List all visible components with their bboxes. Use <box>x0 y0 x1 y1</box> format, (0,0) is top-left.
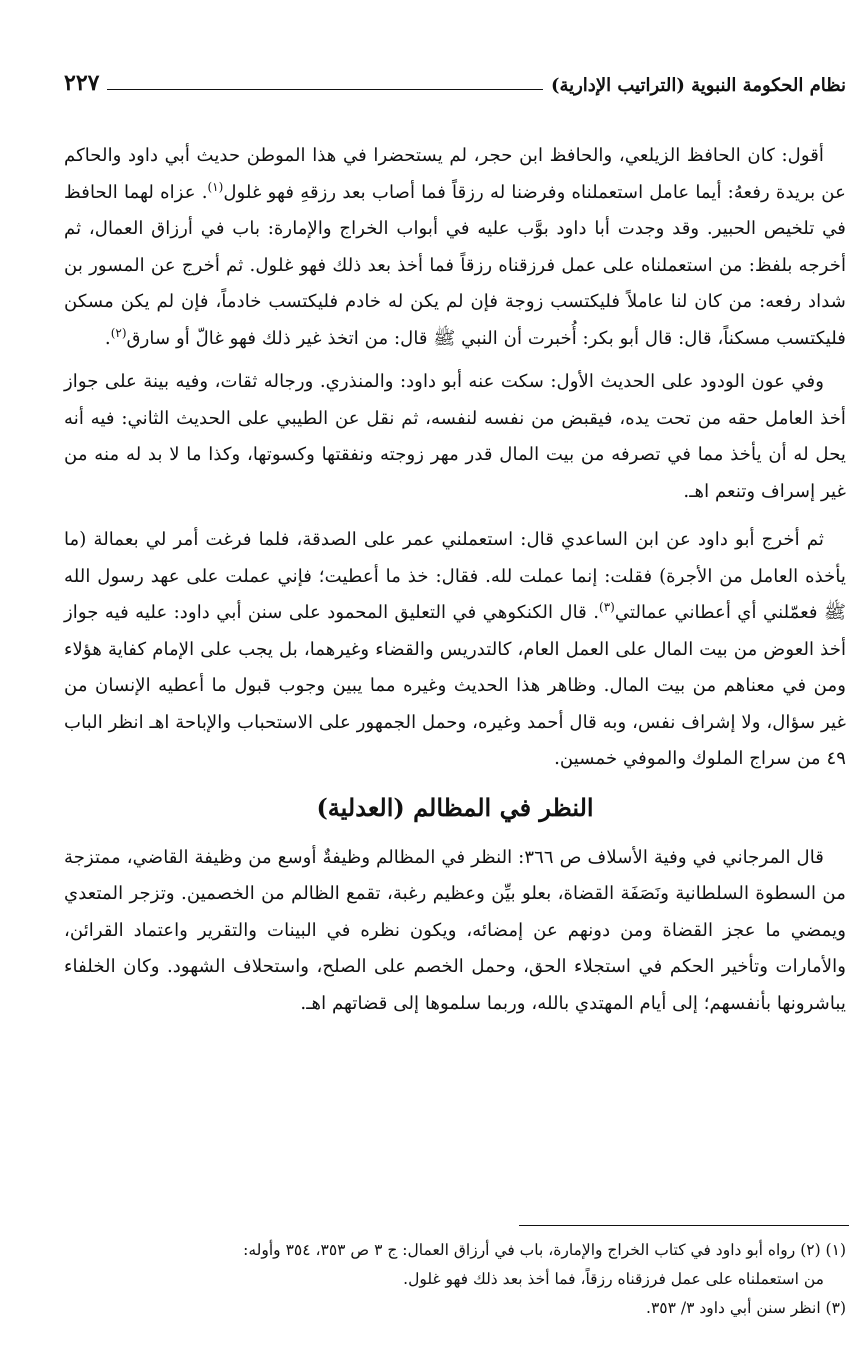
paragraph-text: أقول: كان الحافظ الزيلعي، والحافظ ابن حجر، لم يستحضرا في هذا الموطن حديث أبي داود والحاكم عن بريدة رفعهُ: أيما عامل استعملناه وفرضنا له رزقاً فما أصاب بعد رزقهِ فهو غلول <box>64 145 846 203</box>
main-text <box>64 138 846 1034</box>
page-number: ٢٢٧ <box>64 70 100 96</box>
paragraph-awn-al-mabud: وفي عون الودود على الحديث الأول: سكت عنه أبو داود: والمنذري. ورجاله ثقات، وفيه بينة على جواز أخذ العامل حقه من تحت يده، فيقبض من نفسه لنفسه، ثم نقل عن الطيبي على الحديث الثاني: فيه أنه يحل له أن يأخذ مما في تصرفه من بيت المال قدر مهر زوجته ونفقتها وكسوتها، وكذا ما لا بد له منه من غير إسراف وتنعم اهـ. <box>64 371 846 502</box>
footnote-1-2-continuation: من استعملناه على عمل فرزقناه رزقاً، فما أخذ بعد ذلك فهو غلول. <box>403 1270 824 1288</box>
running-title: نظام الحكومة النبوية (التراتيب الإدارية) <box>550 75 846 96</box>
paragraph-text: ثم أخرج أبو داود عن ابن الساعدي قال: استعملني عمر على الصدقة، فلما فرغت أمر لي بعمالة (ما يأخذه العامل من الأجرة) فقلت: إنما عملت لله. فقال: خذ ما أعطيت؛ فإني عملت على عهد رسول الله ﷺ فعمّلني أي أعطاني عمالتي <box>64 529 846 623</box>
paragraph-saidi <box>64 522 846 778</box>
paragraph-mazalim: قال المرجاني في وفية الأسلاف ص ٣٦٦: النظر في المظالم وظيفةٌ أوسع من وظيفة القاضي، ممتزجة من السطوة السلطانية ونَصَفَة القضاة، بعلو بيِّن وعظيم رغبة، تقمع الظالم من الخصمين. وتزجر المتعدي ويمضي ما عجز القضاة ومن دونهم عن إمضائه، ويكون نظره في البينات والتقرير واعتماد القرائن، والأمارات وتأخير الحكم في استجلاء الحق، وحمل الخصم على الصلح، واستحلاف الشهود. وكان الخلفاء يباشرونها بأنفسهم؛ إلى أيام المهتدي بالله، وربما سلموها إلى قضاتهم اهـ. <box>64 846 846 1014</box>
section-heading: النظر في المظالم (العدلية) <box>316 792 594 822</box>
paragraph-text: . <box>104 327 111 349</box>
paragraph-text: . قال الكنكوهي في التعليق المحمود على سنن أبي داود: عليه فيه جواز أخذ العوض من بيت المال على العمل العام، كالتدريس والقضاء وغيرهما، بل يجب على الإمام كفاية هؤلاء ومن في معناهم من بيت المال. وظاهر هذا الحديث وغيره مما يبين وجوب قبول ما أعطيه الإنسان من غير سؤال، ولا إشراف نفس، وبه قال أحمد وغيره، وحمل الجمهور على الاستحباب والإباحة اهـ انظر الباب ٤٩ من سراج الملوك والموفي خمسين. <box>64 602 846 769</box>
paragraph-zaylai <box>64 138 846 357</box>
footnote-1-2: (١) (٢) رواه أبو داود في كتاب الخراج والإمارة، باب في أرزاق العمال: ج ٣ ص ٣٥٣، ٣٥٤ وأوله: <box>243 1241 846 1259</box>
header-rule <box>107 89 542 90</box>
page-header <box>64 62 846 96</box>
footnote-3: (٣) انظر سنن أبي داود ٣/ ٣٥٣. <box>646 1299 846 1317</box>
footnote-ref-2: (٢) <box>110 325 127 340</box>
paragraph-text: . عزاه لهما الحافظ في تلخيص الحبير. وقد وجدت أبا داود بوَّب عليه في أبواب الخراج والإمارة: باب في أرزاق العمال، ثم أخرجه بلفظ: من استعملناه على عمل فرزقناه رزقاً فما أخذ بعد ذلك فهو غلول. ثم أخرج عن المسور بن شداد رفعه: من كان لنا عاملاً فليكتسب زوجة فإن لم يكن له خادم فليكتسب خادماً، فإن لم يكن مسكن فليكتسب مسكناً، قال: قال أبو بكر: أُخبرت أن النبي ﷺ قال: من اتخذ غير ذلك فهو غالّ أو سارق <box>64 181 846 349</box>
footnotes <box>64 1236 846 1323</box>
footnote-separator <box>519 1225 849 1226</box>
footnote-ref-1: (١) <box>207 179 224 194</box>
footnote-ref-3: (٣) <box>599 599 615 614</box>
